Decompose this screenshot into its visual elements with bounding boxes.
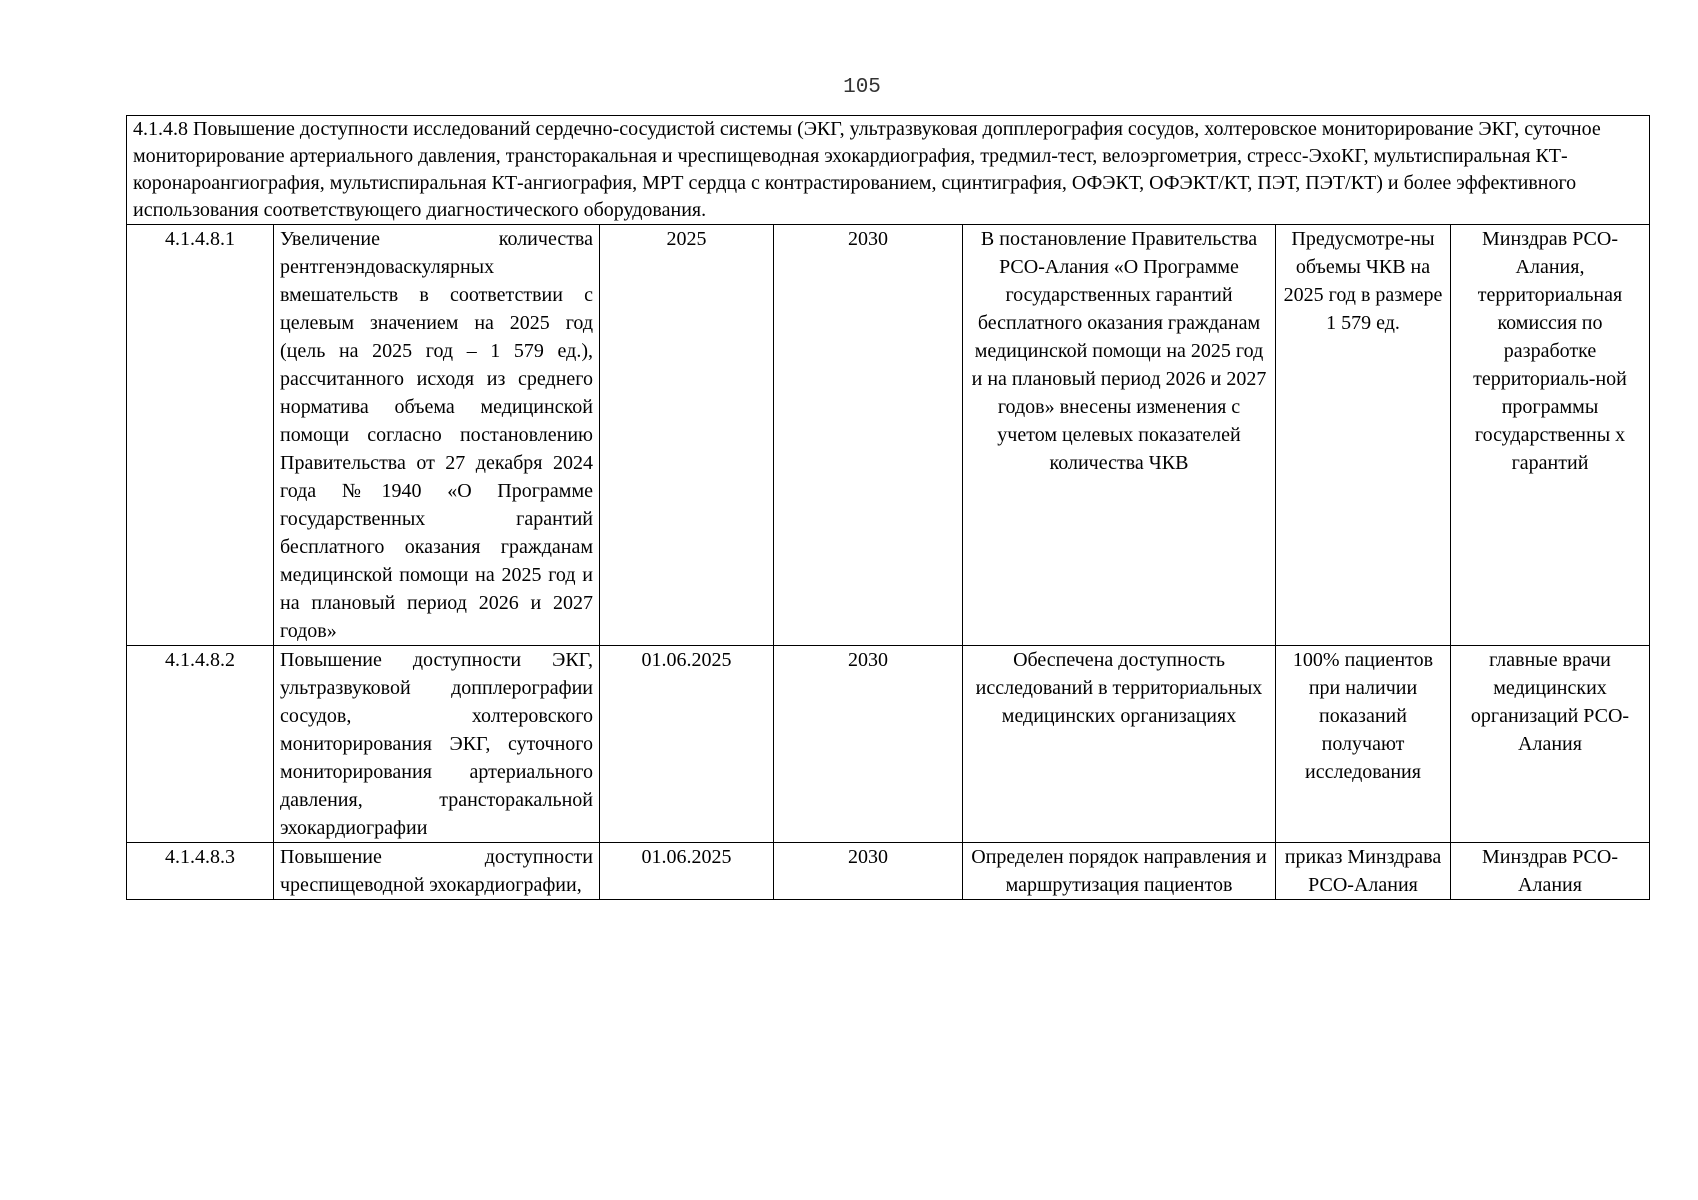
start-date: 01.06.2025 bbox=[600, 843, 774, 900]
start-date: 2025 bbox=[600, 225, 774, 646]
expected-result: Определен порядок направления и маршрутизация пациентов bbox=[963, 843, 1276, 900]
measure-number: 4.1.4.8.3 bbox=[127, 843, 274, 900]
indicator: Предусмотре-ны объемы ЧКВ на 2025 год в размере 1 579 ед. bbox=[1276, 225, 1451, 646]
indicator: приказ Минздрава РСО-Алания bbox=[1276, 843, 1451, 900]
measure-name: Увеличение количества рентгенэндоваскулярных вмешательств в соответствии с целевым значением на 2025 год (цель на 2025 год – 1 579 ед.), рассчитанного исходя из среднего норматива объема медицинской помощи согласно постановлению Правительства от 27 декабря 2024 года №1940 «О Программе государственных гарантий бесплатного оказания гражданам медицинской помощи на 2025 год и на плановый период 2026 и 2027 годов» bbox=[274, 225, 600, 646]
start-date: 01.06.2025 bbox=[600, 646, 774, 843]
measure-number: 4.1.4.8.2 bbox=[127, 646, 274, 843]
section-header-row bbox=[127, 116, 1650, 225]
responsible: главные врачи медицинских организаций РСО-Алания bbox=[1451, 646, 1650, 843]
section-heading: 4.1.4.8 Повышение доступности исследований сердечно-сосудистой системы (ЭКГ, ультразвуковая допплерография сосудов, холтеровское мониторирование ЭКГ, суточное мониторирование артериального давления, трансторакальная и чреспищеводная эхокардиография, тредмил-тест, велоэргометрия, стресс-ЭхоКГ, мультиспиральная КТ-коронароангиография, мультиспиральная КТ-ангиография, МРТ сердца с контрастированием, сцинтиграфия, ОФЭКТ, ОФЭКТ/КТ, ПЭТ, ПЭТ/КТ) и более эффективного использования соответствующего диагностического оборудования. bbox=[127, 116, 1650, 225]
expected-result: Обеспечена доступность исследований в территориальных медицинских организациях bbox=[963, 646, 1276, 843]
responsible: Минздрав РСО-Алания, территориальная комиссия по разработке территориаль-ной программы государственны х гарантий bbox=[1451, 225, 1650, 646]
action-plan-table bbox=[126, 115, 1650, 900]
measure-number: 4.1.4.8.1 bbox=[127, 225, 274, 646]
page-number: 105 bbox=[843, 76, 881, 99]
responsible: Минздрав РСО-Алания bbox=[1451, 843, 1650, 900]
measure-name: Повышение доступности ЭКГ, ультразвуковой допплерографии сосудов, холтеровского мониторирования ЭКГ, суточного мониторирования артериального давления, трансторакальной эхокардиографии bbox=[274, 646, 600, 843]
table-row bbox=[127, 225, 1650, 646]
end-date: 2030 bbox=[774, 646, 963, 843]
end-date: 2030 bbox=[774, 225, 963, 646]
end-date: 2030 bbox=[774, 843, 963, 900]
measure-name: Повышение доступности чреспищеводной эхокардиографии, bbox=[274, 843, 600, 900]
expected-result: В постановление Правительства РСО-Алания «О Программе государственных гарантий бесплатного оказания гражданам медицинской помощи на 2025 год и на плановый период 2026 и 2027 годов» внесены изменения с учетом целевых показателей количества ЧКВ bbox=[963, 225, 1276, 646]
table-row bbox=[127, 646, 1650, 843]
indicator: 100% пациентов при наличии показаний получают исследования bbox=[1276, 646, 1451, 843]
table-row bbox=[127, 843, 1650, 900]
